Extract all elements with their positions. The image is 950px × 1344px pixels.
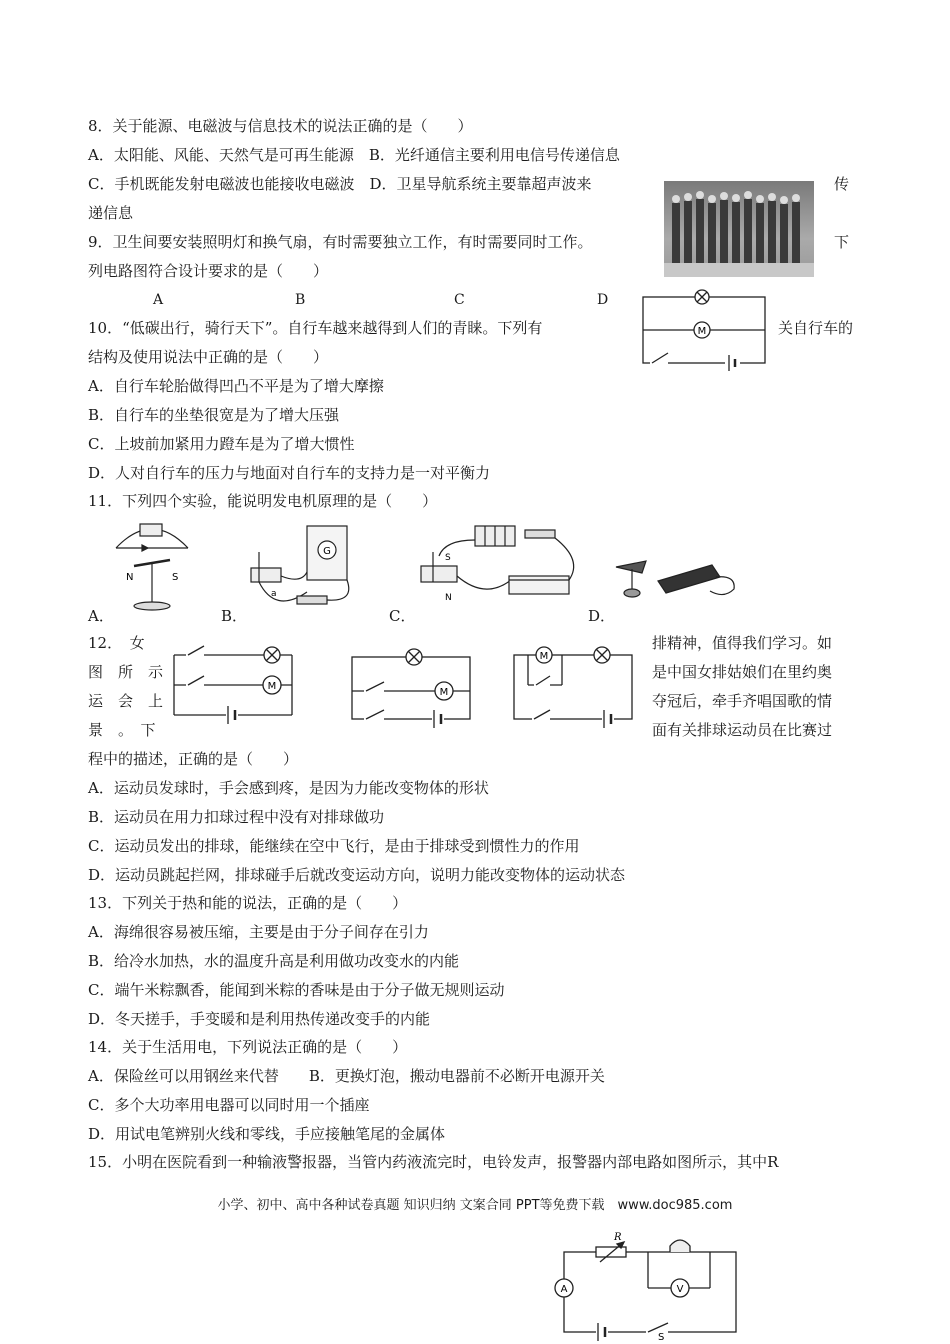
- q14-option-d: D．用试电笔辨别火线和零线，手应接触笔尾的金属体: [88, 1125, 446, 1143]
- q10-stem-tail: 关自行车的: [778, 319, 854, 337]
- q13-stem: 13．下列关于热和能的说法，正确的是（ ）: [88, 894, 408, 912]
- q9-option-c: C: [454, 292, 465, 308]
- q13-option-b: B．给冷水加热，水的温度升高是利用做功改变水的内能: [88, 952, 460, 970]
- q12-left-3: 运 会 上: [88, 692, 164, 710]
- svg-text:G: G: [323, 546, 331, 557]
- svg-text:M: M: [439, 687, 449, 698]
- q12-option-a: A．运动员发球时，手会感到疼，是因为力能改变物体的形状: [88, 779, 489, 797]
- volleyball-team-photo: [664, 181, 814, 277]
- q13-option-a: A．海绵很容易被压缩，主要是由于分子间存在引力: [88, 923, 429, 941]
- q12-right-4: 面有关排球运动员在比赛过: [652, 721, 833, 739]
- q12-option-d: D．运动员跳起拦网，排球碰手后就改变运动方向，说明力能改变物体的运动状态: [88, 866, 626, 884]
- q12-left-4: 景 。 下: [88, 721, 156, 739]
- svg-text:S: S: [445, 553, 451, 563]
- q12-wrap: 程中的描述，正确的是（ ）: [88, 750, 299, 768]
- q10-stem: 10．“低碳出行，骑行天下”。自行车越来越得到人们的青睐。下列有: [88, 319, 543, 337]
- q9-wrap: 列电路图符合设计要求的是（ ）: [88, 262, 329, 280]
- q12-right-3: 夺冠后，牵手齐唱国歌的情: [652, 692, 833, 710]
- q11-figure-a: [112, 520, 192, 615]
- svg-text:M: M: [539, 651, 549, 662]
- q13-option-c: C．端午米粽飘香，能闻到米粽的香味是由于分子做无规则运动: [88, 981, 505, 999]
- q11-option-b: B．: [221, 607, 248, 625]
- q8-options-cd: C．手机既能发射电磁波也能接收电磁波 D．卫星导航系统主要靠超声波来: [88, 175, 592, 193]
- q11-figure-d: [612, 555, 742, 625]
- q14-option-c: C．多个大功率用电器可以同时用一个插座: [88, 1096, 370, 1114]
- q9-stem: 9．卫生间要安装照明灯和换气扇，有时需要独立工作，有时需要同时工作。: [88, 233, 593, 251]
- q12-option-b: B．运动员在用力扣球过程中没有对排球做功: [88, 808, 385, 826]
- svg-text:M: M: [267, 681, 277, 692]
- svg-text:N: N: [126, 572, 134, 583]
- q9-circuit-a: [168, 643, 298, 723]
- page-footer: 小学、初中、高中各种试卷真题 知识归纳 文案合同 PPT等免费下载 www.doc985.com: [217, 1198, 733, 1213]
- q11-stem: 11．下列四个实验，能说明发电机原理的是（ ）: [88, 492, 438, 510]
- svg-text:R: R: [614, 1232, 622, 1243]
- q12-right-1: 排精神，值得我们学习。如: [652, 634, 833, 652]
- q15-circuit: [550, 1230, 740, 1343]
- q12-right-2: 是中国女排姑娘们在里约奥: [652, 663, 833, 681]
- q9-option-a: A: [153, 292, 164, 308]
- q10-option-d: D．人对自行车的压力与地面对自行车的支持力是一对平衡力: [88, 464, 491, 482]
- q10-option-b: B．自行车的坐垫很宽是为了增大压强: [88, 406, 340, 424]
- q8-options-ab: A．太阳能、风能、天然气是可再生能源 B．光纤通信主要利用电信号传递信息: [88, 146, 620, 164]
- q9-circuit-c: [510, 643, 640, 723]
- q9-circuit-d: [640, 287, 770, 367]
- q10-option-a: A．自行车轮胎做得凹凸不平是为了增大摩擦: [88, 377, 384, 395]
- q9-circuit-b: [348, 645, 478, 725]
- svg-text:S: S: [658, 1332, 665, 1343]
- q8-options-cd-tail: 传: [834, 175, 850, 193]
- svg-text:A: A: [560, 1284, 568, 1295]
- svg-text:a: a: [271, 589, 277, 599]
- q13-option-d: D．冬天搓手，手变暖和是利用热传递改变手的内能: [88, 1010, 431, 1028]
- q9-option-d: D: [597, 292, 609, 308]
- q14-stem: 14．关于生活用电，下列说法正确的是（ ）: [88, 1038, 408, 1056]
- q12-left-2: 图 所 示: [88, 663, 164, 681]
- q10-option-c: C．上坡前加紧用力蹬车是为了增大惯性: [88, 435, 355, 453]
- q11-option-a: A．: [88, 607, 114, 625]
- q9-stem-tail: 下: [834, 233, 850, 251]
- q11-figure-b: [245, 522, 355, 617]
- q11-option-d: D．: [588, 607, 616, 625]
- q11-option-c: C．: [389, 607, 416, 625]
- svg-text:V: V: [676, 1284, 684, 1295]
- q8-wrap: 递信息: [88, 204, 134, 222]
- motor-label: M: [697, 326, 707, 337]
- q10-wrap: 结构及使用说法中正确的是（ ）: [88, 348, 329, 366]
- svg-text:S: S: [172, 572, 179, 583]
- q11-figure-c: [415, 520, 585, 615]
- q8-stem: 8．关于能源、电磁波与信息技术的说法正确的是（ ）: [88, 117, 473, 135]
- q12-left-1: 12． 女: [88, 634, 145, 652]
- q15-stem: 15．小明在医院看到一种输液警报器，当管内药液流完时，电铃发声，报警器内部电路如图所示，其中R: [88, 1153, 779, 1171]
- q14-option-ab: A．保险丝可以用钢丝来代替 B．更换灯泡，搬动电器前不必断开电源开关: [88, 1067, 605, 1085]
- q12-option-c: C．运动员发出的排球，能继续在空中飞行，是由于排球受到惯性力的作用: [88, 837, 580, 855]
- q9-option-b: B: [295, 292, 306, 308]
- svg-text:N: N: [445, 593, 452, 603]
